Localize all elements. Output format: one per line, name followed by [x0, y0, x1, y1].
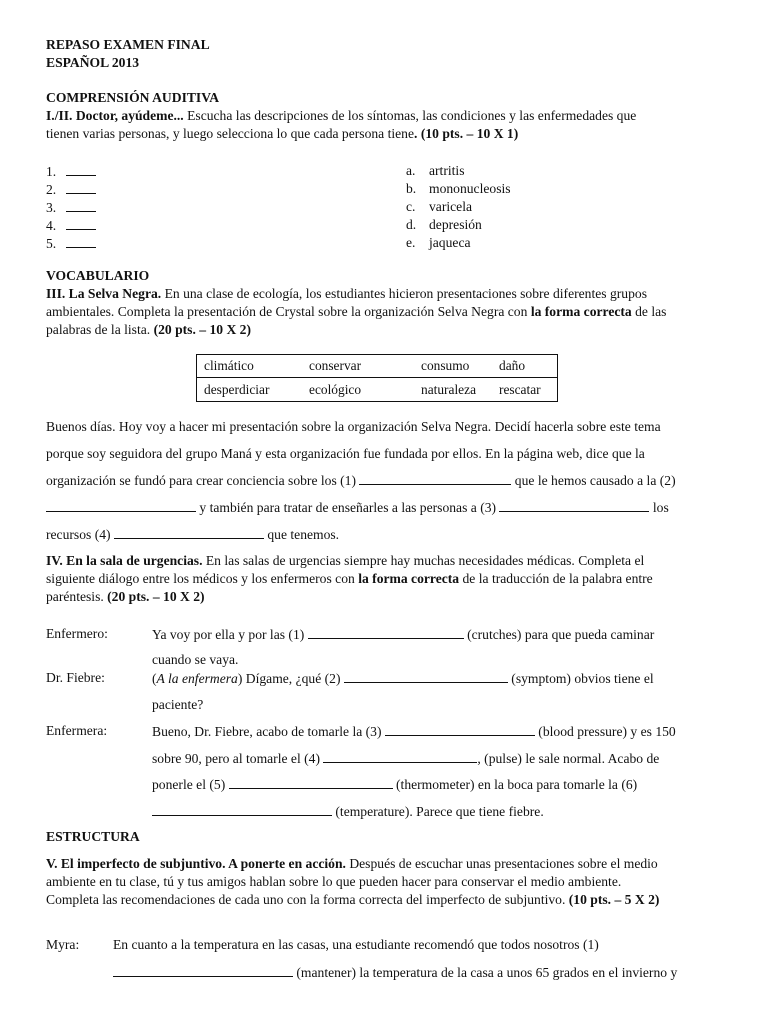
- section-v-instructions-line3: Completa las recomendaciones de cada uno con la forma correcta del imperfecto de subjuntivo. (10 pts. – 5 X 2): [46, 892, 660, 907]
- section-iv-instructions-line1: IV. En la sala de urgencias. En las salas de urgencias siempre hay muchas necesidades médicas. Completa el: [46, 553, 645, 568]
- option-item: b. mononucleosis: [406, 181, 511, 196]
- section-i-instructions-line2: tienen varias personas, y luego selecciona lo que cada persona tiene. (10 pts. – 10 X 1): [46, 126, 519, 141]
- section-iv-title: IV. En la sala de urgencias.: [46, 553, 203, 568]
- dialogue-blank-3[interactable]: [385, 723, 535, 736]
- recommendation-line: En cuanto a la temperatura en las casas, una estudiante recomendó que todos nosotros (1): [113, 937, 599, 952]
- word-bank-item: consumo: [421, 358, 470, 373]
- subjunctive-blank-1[interactable]: [113, 964, 293, 977]
- answer-blank-row: 3.: [46, 199, 96, 216]
- option-item: d. depresión: [406, 217, 482, 232]
- answer-blank[interactable]: [66, 235, 96, 248]
- option-item: c. varicela: [406, 199, 473, 214]
- word-bank-item: daño: [499, 358, 526, 373]
- word-bank-item: conservar: [309, 358, 362, 373]
- section-heading-comprension: COMPRENSIÓN AUDITIVA: [46, 90, 220, 105]
- presentation-line: Buenos días. Hoy voy a hacer mi presentación sobre la organización Selva Negra. Decidí hacerla sobre este tema: [46, 419, 661, 434]
- answer-blank[interactable]: [66, 181, 96, 194]
- section-v-instructions-line1: V. El imperfecto de subjuntivo. A ponerte en acción. Después de escuchar unas presentaciones sobre el medio: [46, 856, 658, 871]
- dialogue-line: Ya voy por ella y por las (1) (crutches) para que pueda caminar: [152, 627, 655, 642]
- answer-blank[interactable]: [66, 199, 96, 212]
- option-item: a. artritis: [406, 163, 465, 178]
- section-iii-instructions-line2: ambientales. Completa la presentación de Crystal sobre la organización Selva Negra con la forma correcta de las: [46, 304, 667, 319]
- option-item: e. jaqueca: [406, 235, 471, 250]
- answer-blank-row: 4.: [46, 217, 96, 234]
- section-i-points: . (10 pts. – 10 X 1): [414, 126, 519, 141]
- dialogue-speaker: Enfermero:: [46, 626, 108, 641]
- section-iii-instructions-line1: III. La Selva Negra. En una clase de ecología, los estudiantes hicieron presentaciones sobre diferentes grupos: [46, 286, 647, 301]
- dialogue-blank-4[interactable]: [323, 750, 477, 763]
- section-iv-instructions-line3: paréntesis. (20 pts. – 10 X 2): [46, 589, 205, 604]
- dialogue-line: sobre 90, pero al tomarle el (4) , (pulse) le sale normal. Acabo de: [152, 751, 660, 766]
- answer-blank-row: 5.: [46, 235, 96, 252]
- section-iv-instructions-line2: siguiente diálogo entre los médicos y los enfermeros con la forma correcta de la traducción de la palabra entre: [46, 571, 653, 586]
- dialogue-line: (temperature). Parece que tiene fiebre.: [152, 803, 544, 820]
- presentation-line: recursos (4) que tenemos.: [46, 527, 340, 542]
- section-i-instructions-line1: I./II. Doctor, ayúdeme... Escucha las descripciones de los síntomas, las condiciones y las enfermedades que: [46, 108, 637, 123]
- dialogue-line: ponerle el (5) (thermometer) en la boca para tomarle la (6): [152, 777, 638, 792]
- word-bank-divider: [197, 377, 557, 378]
- section-iii-instructions-line3: palabras de la lista. (20 pts. – 10 X 2): [46, 322, 251, 337]
- fill-blank-2[interactable]: [46, 499, 196, 512]
- dialogue-speaker: Enfermera:: [46, 723, 108, 738]
- dialogue-speaker: Myra:: [46, 937, 80, 952]
- dialogue-blank-5[interactable]: [229, 776, 393, 789]
- word-bank-item: rescatar: [499, 382, 541, 397]
- dialogue-line: paciente?: [152, 697, 204, 712]
- section-iii-points: (20 pts. – 10 X 2): [153, 322, 251, 337]
- section-heading-vocabulario: VOCABULARIO: [46, 268, 150, 283]
- dialogue-line: (A la enfermera) Dígame, ¿qué (2) (symptom) obvios tiene el: [152, 671, 654, 686]
- section-v-points: (10 pts. – 5 X 2): [568, 892, 660, 907]
- dialogue-blank-1[interactable]: [308, 626, 464, 639]
- answer-blank[interactable]: [66, 217, 96, 230]
- dialogue-line: cuando se vaya.: [152, 652, 239, 667]
- answer-blank-row: 2.: [46, 181, 96, 198]
- fill-blank-4[interactable]: [114, 526, 264, 539]
- presentation-line: porque soy seguidora del grupo Maná y esta organización fue fundada por ellos. En la página web, dice que la: [46, 446, 645, 461]
- dialogue-blank-2[interactable]: [344, 670, 508, 683]
- fill-blank-3[interactable]: [499, 499, 649, 512]
- section-iii-title: III. La Selva Negra.: [46, 286, 162, 301]
- dialogue-line: Bueno, Dr. Fiebre, acabo de tomarle la (3) (blood pressure) y es 150: [152, 724, 676, 739]
- doc-title: REPASO EXAMEN FINAL: [46, 37, 210, 52]
- word-bank-item: desperdiciar: [204, 382, 270, 397]
- answer-blank[interactable]: [66, 163, 96, 176]
- presentation-line: y también para tratar de enseñarles a las personas a (3) los: [46, 499, 669, 516]
- word-bank-item: naturaleza: [421, 382, 477, 397]
- section-v-instructions-line2: ambiente en tu clase, tú y tus amigos hablan sobre lo que pueden hacer para conservar el medio ambiente.: [46, 874, 622, 889]
- word-bank-item: ecológico: [309, 382, 362, 397]
- dialogue-speaker: Dr. Fiebre:: [46, 670, 105, 685]
- section-v-title: V. El imperfecto de subjuntivo. A ponerte en acción.: [46, 856, 346, 871]
- answer-blank-row: 1.: [46, 163, 96, 180]
- recommendation-line: (mantener) la temperatura de la casa a unos 65 grados en el invierno y: [113, 964, 677, 981]
- dialogue-blank-6[interactable]: [152, 803, 332, 816]
- doc-subtitle: ESPAÑOL 2013: [46, 55, 140, 70]
- section-i-title: I./II. Doctor, ayúdeme...: [46, 108, 184, 123]
- section-iv-points: (20 pts. – 10 X 2): [107, 589, 205, 604]
- word-bank: [196, 354, 558, 402]
- word-bank-item: climático: [204, 358, 254, 373]
- fill-blank-1[interactable]: [359, 472, 511, 485]
- section-heading-estructura: ESTRUCTURA: [46, 829, 140, 844]
- presentation-line: organización se fundó para crear conciencia sobre los (1) que le hemos causado a la (2): [46, 473, 676, 488]
